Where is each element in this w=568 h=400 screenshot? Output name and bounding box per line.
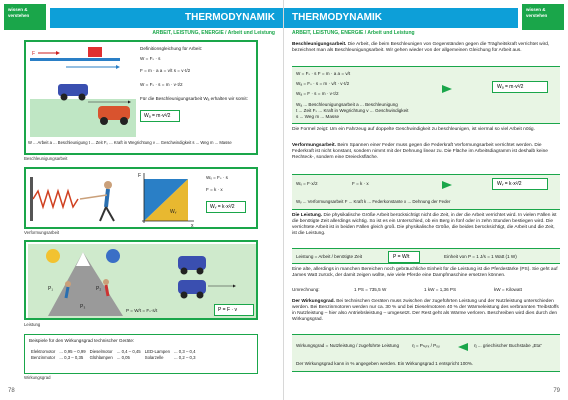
right-page [284,0,568,400]
newton-equation: F = m · a a = v/t s = v·t/2 [140,68,191,73]
paragraph-speed-note: Die Formel zeigt: Um ein Fahrzeug auf doppelte Geschwindigkeit zu beschleunigen, ist viermal so viel Arbeit nötig. [292,127,535,132]
eff-box-eq1: Wirkungsgrad = Nutzleistung / zugeführte Leistung [296,343,400,348]
table-cell: Glühlampen [89,355,113,361]
work-equation: W = Fₛ · s [140,56,161,61]
force-displacement-diagram [136,171,196,227]
paragraph-text: Die physikalische Größe Arbeit berücksichtigt nicht die Zeit, in der die Arbeit verrichtet wird. In vielen Fällen ist die benötigte Zeit allerdings wichtig. So ist es ein Unterschied, ob ein Berg in fünf oder in zehn Stunden bestiegen wird. Die verrichtete Arbeit ist in beiden Fällen gleich groß. Die physikalische Größe, die beides berücksichtigt, die Arbeit und die Zeit, ist die Leistung. [292,213,557,237]
section-tab: wissen & verstehen [4,4,46,30]
paragraph-power [292,213,560,237]
eff-box-eq4: Der Wirkungsgrad kann in % angegeben werden. Ein Wirkungsgrad 1 entspricht 100%. [296,361,474,366]
page-subtitle: ARBEIT, LEISTUNG, ENERGIE / Arbeit und Leistung [152,30,275,36]
figure-caption-acceleration: Beschleunigungsarbeit [24,156,68,161]
accel-box-eq2: Wₐ = Fₛ · s = m · v/t · v·t/2 [296,81,350,86]
acceleration-illustration [28,44,138,139]
x-axis-label: x [191,223,194,227]
accel-work-text: Für die Beschleunigungsarbeit Wₐ erhalten wir somit: [140,96,248,101]
power-box-eq3: Einheit von P = 1 J/s = 1 Watt (1 W) [444,254,517,259]
page-title: THERMODYNAMIK [50,8,283,28]
conversion-kw-ps: 1 kW = 1,36 PS [424,287,457,292]
area-label: Wᵥ [170,209,177,215]
deform-eq1: Wᵥ = Fₛ · s [206,175,228,180]
deformation-work-figure [24,167,258,229]
efficiency-examples-box [24,334,258,374]
figure-caption-power: Leistung [24,322,41,327]
power-figure [24,240,258,320]
accel-box-legend1: Wₐ ... Beschleunigungsarbeit a ... Beschleunigung [296,102,398,107]
acceleration-formula-box [292,66,560,124]
svg-text:F: F [32,51,36,57]
efficiency-title: Beispiele für den Wirkungsgrad technischer Geräte: [29,338,135,343]
table-cell: ... 0,3 – 0,4 [174,349,196,354]
deform-eq2: F = k · x [206,187,223,192]
power-formula-box [292,248,560,264]
table-cell: Elektromotor [31,349,56,354]
page-number: 79 [553,388,560,394]
combined-equation: W = Fₛ · s = m · v·t/2 [140,82,183,87]
y-axis-label: F [138,173,142,179]
accel-box-legend3: s ... Weg m ... Masse [296,114,340,119]
paragraph-heading: Die Leistung. [292,213,323,218]
power-label-2: P₂ [96,286,102,292]
accel-legend: W ... Arbeit a ... Beschleunigung t ... Zeit Fₛ ... Kraft in Wegrichtung v ... Geschwindigkeit s ... Weg m ... Masse [28,140,232,145]
power-box-eq2: P = W/t [388,251,420,263]
deform-box-eq2: F = k · x [352,181,369,186]
accel-work-result: Wₐ = m·v²/2 [140,110,180,122]
page-number: 78 [8,388,15,394]
accel-box-eq3: Wₐ = F · s = m · v·t/2 [296,91,339,96]
section-tab: wissen & verstehen [522,4,564,30]
table-cell: Solarzelle [144,355,164,361]
arrow-icon [442,85,452,93]
table-cell: ... 0,95 – 0,99 [59,349,86,354]
table-cell: Dieselmotor [89,349,113,354]
paragraph-horsepower: Eine alte, allerdings in manchen Bereichen noch gebräuchliche Einheit für die Leistung ist die Pferdestärke (PS). Sie geht auf James Watt zurück, der damit zeigen wollte, wie viele Pferde eine Dampfmaschine ersetzen können. [292,267,558,279]
deform-box-eq1: Wᵥ = F·x/2 [296,181,318,186]
paragraph-text: Beim Spannen einer Feder muss gegen die Federkraft Verformungsarbeit verrichtet werden. Die Federkraft ist nicht konstant, sondern nimmt mit der Dehnung linear zu. Die Fläche im Arbeitsdiagramm ist deshalb keine Rechteck-, sondern eine Dreiecksfläche. [292,143,548,161]
arrow-icon [442,181,452,189]
eff-box-eq3: η ... griechischer Buchstabe „Eta“ [474,343,542,348]
table-cell: ... 0,2 – 0,3 [174,355,196,361]
paragraph-text: Die Arbeit, die beim Beschleunigen von Gegenständen gegen die Trägheitskraft verrichtet wird, bezeichnet man als Beschleunigungsarbeit. Wir gehen wieder von der allgemeinen Gleichung für Arbeit aus. [292,42,550,54]
power-box-eq1: Leistung = Arbeit / benötigte Zeit [296,254,363,259]
table-row [29,355,198,361]
table-cell: ... 0,3 – 0,35 [59,355,84,361]
conversion-kw: kW = Kilowatt [494,287,522,292]
efficiency-table [29,349,198,361]
table-cell: ... 0,4 – 0,45 [116,349,141,354]
paragraph-heading: Verformungsarbeit. [292,143,336,148]
page-subtitle: ARBEIT, LEISTUNG, ENERGIE / Arbeit und Leistung [292,30,415,36]
paragraph-acceleration [292,42,560,54]
table-cell: Benzinmotor [31,355,56,361]
deform-result: Wᵥ = k·x²/2 [206,201,246,213]
page-title: THERMODYNAMIK [284,8,518,28]
efficiency-formula-box [292,334,560,372]
acceleration-work-figure [24,40,258,155]
figure-caption-deformation: Verformungsarbeit [24,230,60,235]
accel-box-eq1: W = Fₛ · s F = m · a a = v/t [296,71,351,76]
conversion-label: Umrechnung: [292,287,320,292]
table-cell: ... 0,05 [116,355,130,361]
spring-illustration [28,171,128,227]
paragraph-heading: Der Wirkungsgrad. [292,299,335,304]
eff-box-eq2: η = Pₙᵤₜₓ / Pₓᵤ [412,343,440,348]
conversion-ps-w: 1 PS = 735,5 W [354,287,387,292]
paragraph-heading: Beschleunigungsarbeit. [292,42,347,47]
power-equation-2: P = F · v [214,304,254,316]
paragraph-text: Bei technischen Geräten muss zwischen der zugeführten Leistung und der Nutzleistung unterschieden werden. Bei Benzinmotoren werden nur ca. 30 % und bei Dieselmotoren 40 % der Wärmeleistung des verbrannten Treibstoffs in Nutzleistung – hier also Antriebsleistung – umgesetzt. Der Rest geht als Wärme verloren. Beschreiben wird dies durch den Wirkungsgrad. [292,299,559,323]
paragraph-deformation [292,143,560,161]
table-cell: LED-Lampen [144,349,171,354]
power-label-1: P₁ [48,286,54,292]
accel-box-legend2: t ... Zeit Fₛ ... Kraft in Wegrichtung v ... Geschwindigkeit [296,108,409,113]
paragraph-efficiency [292,299,560,323]
power-label-3: P₃ [80,304,86,310]
deform-box-result: Wᵥ = k·x²/2 [492,178,548,190]
deform-box-legend: Wᵥ ... Verformungsarbeit F ... Kraft k ... Federkonstante x ... Dehnung der Feder [296,199,451,204]
deformation-formula-box [292,174,560,210]
accel-box-result: Wₐ = m·v²/2 [492,81,548,93]
figure-caption-efficiency: Wirkungsgrad [24,375,51,380]
arrow-icon [458,343,468,351]
definition-label: Definitionsgleichung für Arbeit: [140,46,203,51]
power-equation-1: P = W/t = Fₛ·s/t [126,308,158,313]
